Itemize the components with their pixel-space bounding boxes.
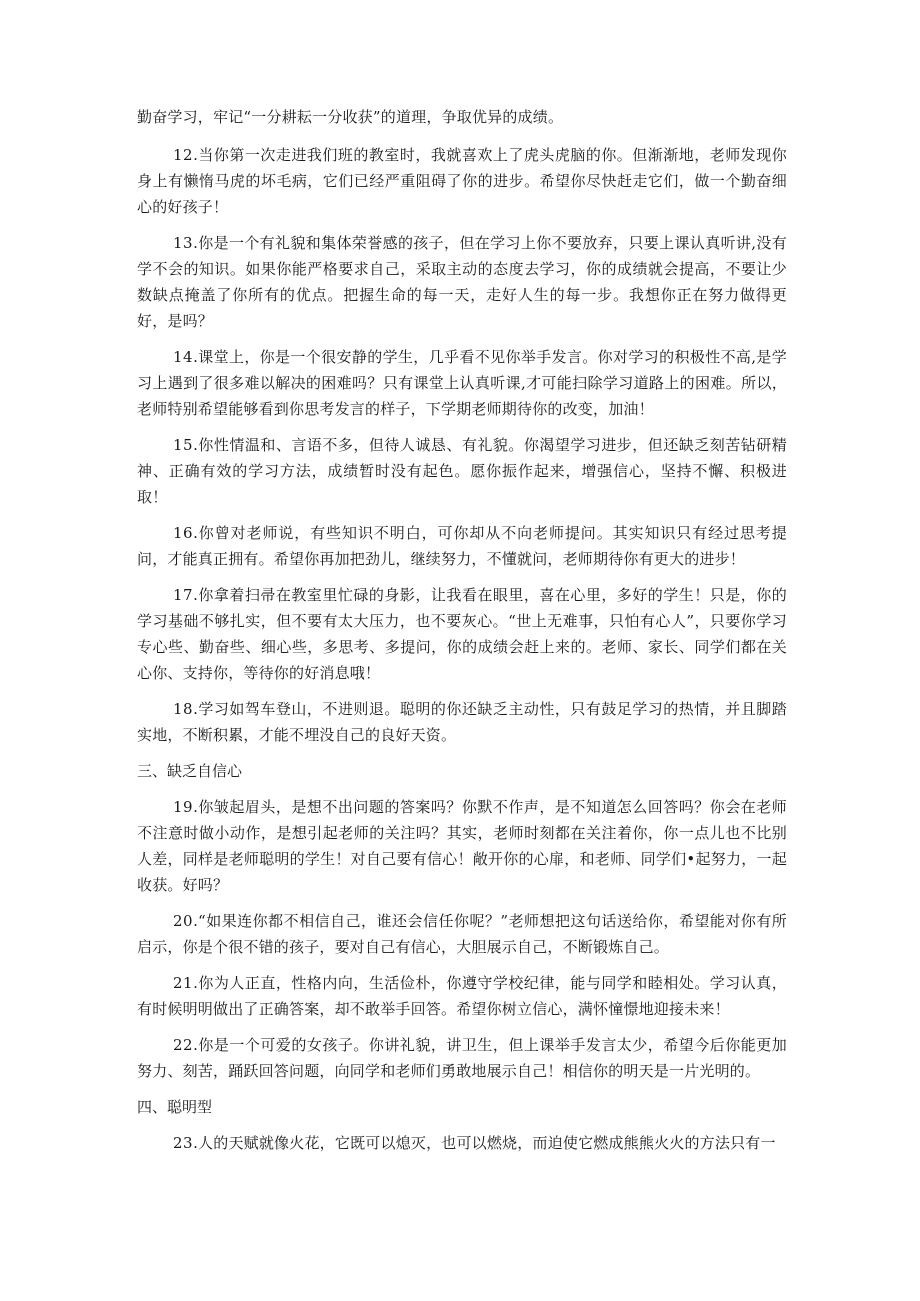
item-number: 16 (173, 524, 194, 542)
item-number: 14 (173, 348, 194, 366)
section-heading-smart-type: 四、聪明型 (137, 1098, 213, 1116)
item-number: 12 (173, 146, 194, 164)
comment-item-17 (137, 582, 787, 686)
item-number: 13 (173, 234, 194, 252)
comment-item-13 (137, 230, 787, 334)
comment-item-21 (137, 970, 787, 1022)
item-text: .你皱起眉头，是想不出问题的答案吗？你默不作声，是不知道怎么回答吗？你会在老师不注意时做小动作，是想引起老师的关注吗？其实，老师时刻都在关注着你，你一点儿也不比别人差，同样是老师聪明的学生！对自己要有信心！敞开你的心扉，和老师、同学们•起努力，一起收获。好吗？ (137, 798, 787, 894)
item-text: .“如果连你都不相信自己，谁还会信任你呢？”老师想把这句话送给你，希望能对你有所启示，你是个很不错的孩子，要对自己有信心，大胆展示自己，不断锻炼自己。 (137, 912, 787, 956)
item-number: 18 (173, 700, 194, 718)
comment-item-18 (137, 696, 787, 748)
item-text: .你为人正直，性格内向，生活俭朴，你遵守学校纪律，能与同学和睦相处。学习认真，有时候明明做出了正确答案，却不敢举手回答。希望你树立信心，满怀憧憬地迎接未来！ (137, 974, 787, 1018)
item-number: 20 (173, 912, 194, 930)
comment-item-20 (137, 908, 787, 960)
item-text: .人的天赋就像火花，它既可以熄灭，也可以燃烧，而迫使它燃成熊熊火火的方法只有一 (193, 1134, 776, 1152)
item-number: 15 (173, 436, 194, 454)
item-text: .你拿着扫帚在教室里忙碌的身影，让我看在眼里，喜在心里，多好的学生！只是，你的学习基础不够扎实，但不要有太大压力，也不要灰心。“世上无难事，只怕有心人”，只要你学习专心些、勤奋些、细心些，多思考、多提问，你的成绩会赶上来的。老师、家长、同学们都在关心你、支持你，等待你的好消息哦！ (137, 586, 787, 682)
document-body (137, 104, 787, 1166)
comment-item-14 (137, 344, 787, 422)
comment-item-12 (137, 142, 787, 220)
item-number: 23 (173, 1134, 194, 1152)
item-text: .你是一个有礼貌和集体荣誉感的孩子，但在学习上你不要放弃，只要上课认真听讲,没有学不会的知识。如果你能严格要求自己，采取主动的态度去学习，你的成绩就会提高，不要让少数缺点掩盖了你所有的优点。把握生命的每一天，走好人生的每一步。我想你正在努力做得更好，是吗？ (137, 234, 787, 330)
comment-item-19 (137, 794, 787, 898)
item-number: 21 (173, 974, 194, 992)
comment-item-16 (137, 520, 787, 572)
item-text: .你性情温和、言语不多，但待人诚恳、有礼貌。你渴望学习进步，但还缺乏刻苦钻研精神、正确有效的学习方法，成绩暂时没有起色。愿你振作起来，增强信心，坚持不懈、积极进取！ (137, 436, 787, 506)
intro-tail-paragraph: 勤奋学习，牢记“一分耕耘一分收获”的道理，争取优异的成绩。 (137, 108, 564, 126)
item-text: .当你第一次走进我们班的教室时，我就喜欢上了虎头虎脑的你。但渐渐地，老师发现你身上有懒惰马虎的坏毛病，它们已经严重阻碍了你的进步。希望你尽快赶走它们，做一个勤奋细心的好孩子！ (137, 146, 787, 216)
item-text: .你曾对老师说，有些知识不明白，可你却从不向老师提问。其实知识只有经过思考提问，才能真正拥有。希望你再加把劲儿，继续努力，不懂就问，老师期待你有更大的进步！ (137, 524, 787, 568)
item-number: 22 (173, 1036, 194, 1054)
section-heading-lack-of-confidence: 三、缺乏自信心 (137, 762, 243, 780)
item-number: 17 (173, 586, 194, 604)
comment-item-15 (137, 432, 787, 510)
item-text: .学习如驾车登山，不进则退。聪明的你还缺乏主动性，只有鼓足学习的热情，并且脚踏实地，不断积累，才能不埋没自己的良好天资。 (137, 700, 787, 744)
comment-item-23 (137, 1130, 787, 1156)
item-text: .课堂上，你是一个很安静的学生，几乎看不见你举手发言。你对学习的积极性不高,是学习上遇到了很多难以解决的困难吗？只有课堂上认真听课,才可能扫除学习道路上的困难。所以，老师特别希望能够看到你思考发言的样子，下学期老师期待你的改变，加油！ (137, 348, 787, 418)
item-text: .你是一个可爱的女孩子。你讲礼貌，讲卫生，但上课举手发言太少，希望今后你能更加努力、刻苦，踊跃回答问题，向同学和老师们勇敢地展示自己！相信你的明天是一片光明的。 (137, 1036, 787, 1080)
item-number: 19 (173, 798, 194, 816)
comment-item-22 (137, 1032, 787, 1084)
